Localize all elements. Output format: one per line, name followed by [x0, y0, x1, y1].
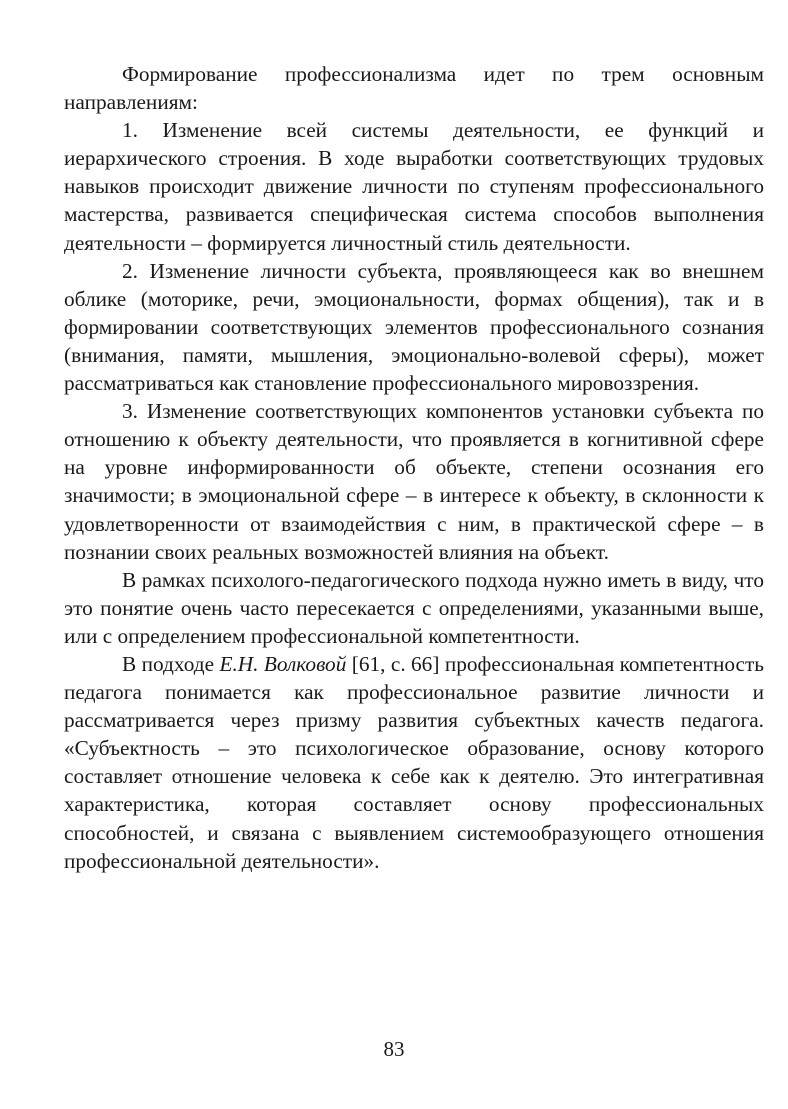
paragraph-intro: Формирование профессионализма идет по трем основным направлениям: — [64, 62, 764, 115]
paragraph-volkova — [64, 650, 764, 875]
paragraph-volkova-body: [61, с. 66] профессиональная компетентность педагога понимается как профессиональное развитие личности и рассматривается через призму развития субъектных качеств педагога. «Субъектность – это психологическое образование, основу которого составляет отношение человека к себе как к деятелю. Это интегративная характеристика, которая составляет основу профессиональных способностей, и связана с выявлением системообразующего отношения профессиональной деятельности». — [64, 651, 765, 873]
paragraph-approach: В рамках психолого-педагогического подхода нужно иметь в виду, что это понятие очень часто пересекается с определениями, указанными выше, или с определением профессиональной компетентности. — [64, 567, 764, 648]
paragraph-item-1: 1. Изменение всей системы деятельности, ее функций и иерархического строения. В ходе выработки соответствующих трудовых навыков происходит движение личности по ступеням профессионального мастерства, развивается специфическая система способов выполнения деятельности – формируется личностный стиль деятельности. — [64, 118, 764, 255]
paragraph-item-3: 3. Изменение соответствующих компонентов установки субъекта по отношению к объекту деятельности, что проявляется в когнитивной сфере на уровне информированности об объекте, степени осознания его значимости; в эмоциональной сфере – в интересе к объекту, в склонности к удовлетворенности от взаимодействия с ним, в практической сфере – в познании своих реальных возможностей влияния на объект. — [64, 399, 764, 564]
body-text — [64, 60, 764, 875]
paragraph-item-2: 2. Изменение личности субъекта, проявляющееся как во внешнем облике (моторике, речи, эмоциональности, формах общения), так и в формировании соответствующих элементов профессионального сознания (внимания, памяти, мышления, эмоционально-волевой сферы), может рассматриваться как становление профессионального мировоззрения. — [64, 258, 764, 396]
paragraph-volkova-lead: В подходе — [122, 651, 220, 676]
page-number: 83 — [383, 1037, 405, 1061]
author-name: Е.Н. Волковой — [219, 651, 347, 676]
